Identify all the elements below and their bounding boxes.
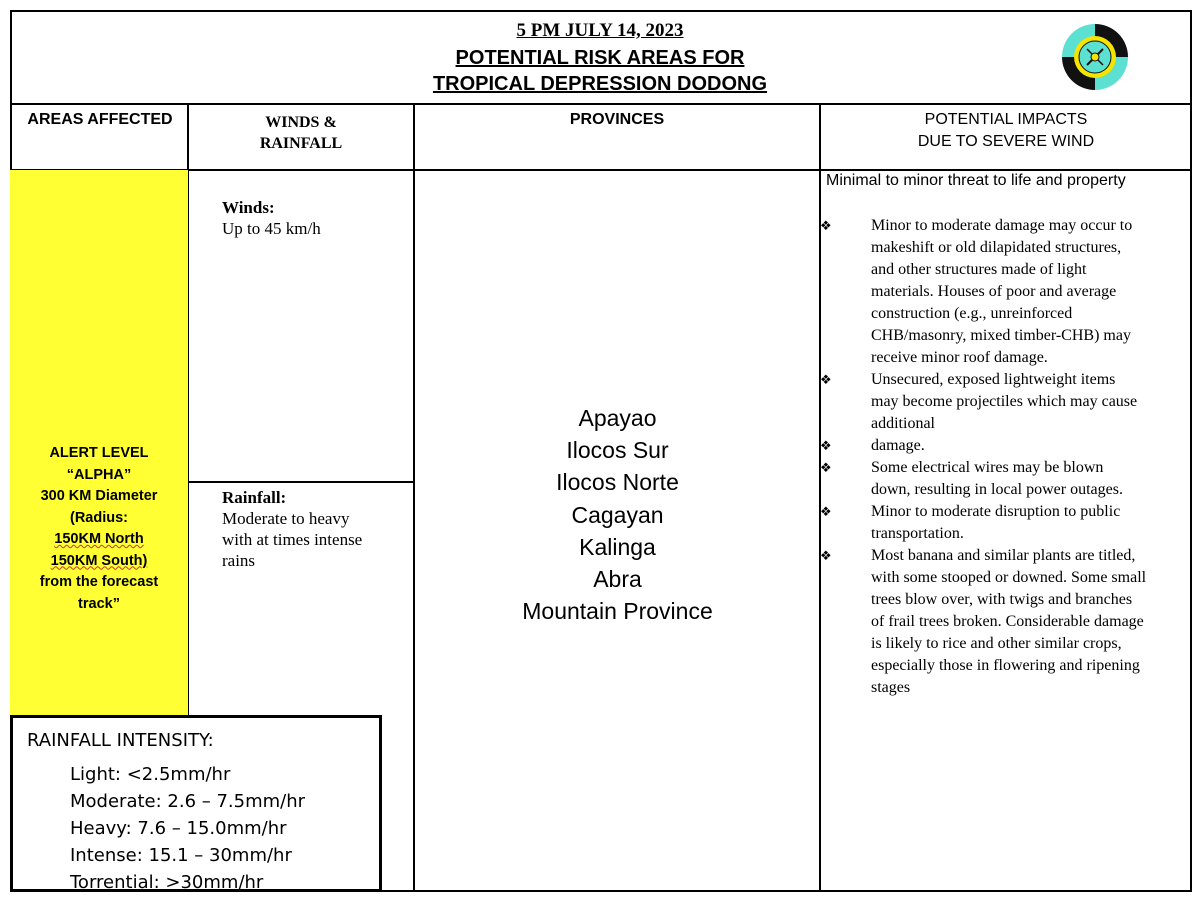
alert-level-text xyxy=(10,443,188,615)
rainfall-intensity-list xyxy=(70,761,305,896)
impact-line: materials. Houses of poor and average xyxy=(871,283,1117,300)
diamond-bullet-icon: ❖ xyxy=(820,372,832,387)
impact-line: additional xyxy=(871,415,935,432)
impact-line: Unsecured, exposed lightweight items xyxy=(871,371,1116,388)
rainfall-intensity-level: Light: <2.5mm/hr xyxy=(70,764,231,785)
rainfall-intensity-box xyxy=(10,715,382,892)
report-title-line1: POTENTIAL RISK AREAS FOR xyxy=(455,47,745,69)
impact-line: down, resulting in local power outages. xyxy=(871,481,1123,498)
rainfall-intensity-title: RAINFALL INTENSITY: xyxy=(27,730,214,751)
impact-line: is likely to rice and other similar crops, xyxy=(871,635,1122,652)
impact-line: construction (e.g., unreinforced xyxy=(871,305,1073,322)
report-title-line2: TROPICAL DEPRESSION DODONG xyxy=(432,73,768,95)
impact-line: transportation. xyxy=(871,525,964,542)
col-header-impacts-line1: POTENTIAL IMPACTS xyxy=(924,111,1088,128)
diamond-bullet-icon: ❖ xyxy=(820,438,832,453)
alert-line-2: “ALPHA” xyxy=(66,466,132,483)
province-list xyxy=(415,402,820,627)
winds-label: Winds: xyxy=(222,198,275,217)
col-header-impacts-line2: DUE TO SEVERE WIND xyxy=(917,133,1095,150)
impact-line: CHB/masonry, mixed timber-CHB) may xyxy=(871,327,1131,344)
impact-item xyxy=(820,545,1192,699)
alert-line-3: 300 KM Diameter xyxy=(40,488,158,504)
col-header-provinces: PROVINCES xyxy=(569,111,665,128)
diamond-bullet-icon: ❖ xyxy=(820,460,832,475)
impact-line: Some electrical wires may be blown xyxy=(871,459,1104,476)
winds-value: Up to 45 km/h xyxy=(222,219,321,238)
rainfall-intensity-level: Torrential: >30mm/hr xyxy=(70,872,264,893)
impact-item xyxy=(820,435,1192,457)
rainfall-intensity-level: Moderate: 2.6 – 7.5mm/hr xyxy=(70,791,306,812)
winds-block xyxy=(222,197,321,239)
impact-line: Most banana and similar plants are titled, xyxy=(871,547,1136,564)
alert-line-6-text: 150KM South) xyxy=(50,552,148,569)
col-header-winds-rainfall xyxy=(188,112,414,154)
impact-line: Minor to moderate disruption to public xyxy=(871,503,1121,520)
col-header-winds-rainfall-line2: RAINFALL xyxy=(259,135,343,152)
alert-line-6 xyxy=(10,551,188,573)
report-date: 5 PM JULY 14, 2023 xyxy=(516,20,684,41)
winds-rainfall-divider xyxy=(188,481,414,483)
province-item: Kalinga xyxy=(579,533,656,560)
province-item: Ilocos Norte xyxy=(556,469,679,496)
rainfall-line-2: with at times intense xyxy=(222,530,363,549)
province-item: Abra xyxy=(593,566,642,593)
province-item: Cagayan xyxy=(571,501,664,528)
diamond-bullet-icon: ❖ xyxy=(820,504,832,519)
rainfall-intensity-level: Intense: 15.1 – 30mm/hr xyxy=(70,845,292,866)
impact-line: especially those in flowering and ripening xyxy=(871,657,1140,674)
impact-line: Minor to moderate damage may occur to xyxy=(871,217,1133,234)
impact-item xyxy=(820,369,1192,435)
rainfall-line-3: rains xyxy=(222,551,256,570)
impact-intro: Minimal to minor threat to life and property xyxy=(826,172,1126,189)
impact-line: makeshift or old dilapidated structures, xyxy=(871,239,1122,256)
province-item: Mountain Province xyxy=(522,598,713,625)
alert-line-8: track” xyxy=(78,595,120,612)
alert-line-5 xyxy=(10,529,188,551)
alert-line-1: ALERT LEVEL xyxy=(49,445,149,461)
impact-line: trees blow over, with twigs and branches xyxy=(871,591,1133,608)
alert-line-7: from the forecast xyxy=(39,574,159,590)
impact-line: stages xyxy=(871,679,911,696)
impact-line: and other structures made of light xyxy=(871,261,1087,278)
rainfall-intensity-level: Heavy: 7.6 – 15.0mm/hr xyxy=(70,818,287,839)
col-header-areas-affected: AREAS AFFECTED xyxy=(27,111,173,128)
agency-logo xyxy=(1060,22,1130,92)
province-item: Apayao xyxy=(578,405,657,431)
impact-line: may become projectiles which may cause xyxy=(871,393,1138,410)
impact-line: with some stooped or downed. Some small xyxy=(871,569,1147,586)
rainfall-line-1: Moderate to heavy xyxy=(222,509,350,528)
impact-line: receive minor roof damage. xyxy=(871,349,1048,366)
impact-line: damage. xyxy=(871,437,925,454)
rainfall-block xyxy=(222,487,362,571)
impact-line: of frail trees broken. Considerable damage xyxy=(871,613,1144,630)
diamond-bullet-icon: ❖ xyxy=(820,548,832,563)
impact-item xyxy=(820,457,1192,501)
table-border-top xyxy=(10,10,1192,12)
impact-item xyxy=(820,215,1192,369)
diamond-bullet-icon: ❖ xyxy=(820,218,832,233)
col-header-impacts xyxy=(820,109,1192,153)
report-title xyxy=(0,45,1200,97)
province-item: Ilocos Sur xyxy=(566,437,669,464)
rainfall-label: Rainfall: xyxy=(222,488,287,507)
alert-line-5-text: 150KM North xyxy=(54,531,144,547)
impact-item xyxy=(820,501,1192,545)
col-header-winds-rainfall-line1: WINDS & xyxy=(265,114,337,131)
alert-line-4: (Radius: xyxy=(70,509,128,526)
impact-list xyxy=(820,215,1192,699)
